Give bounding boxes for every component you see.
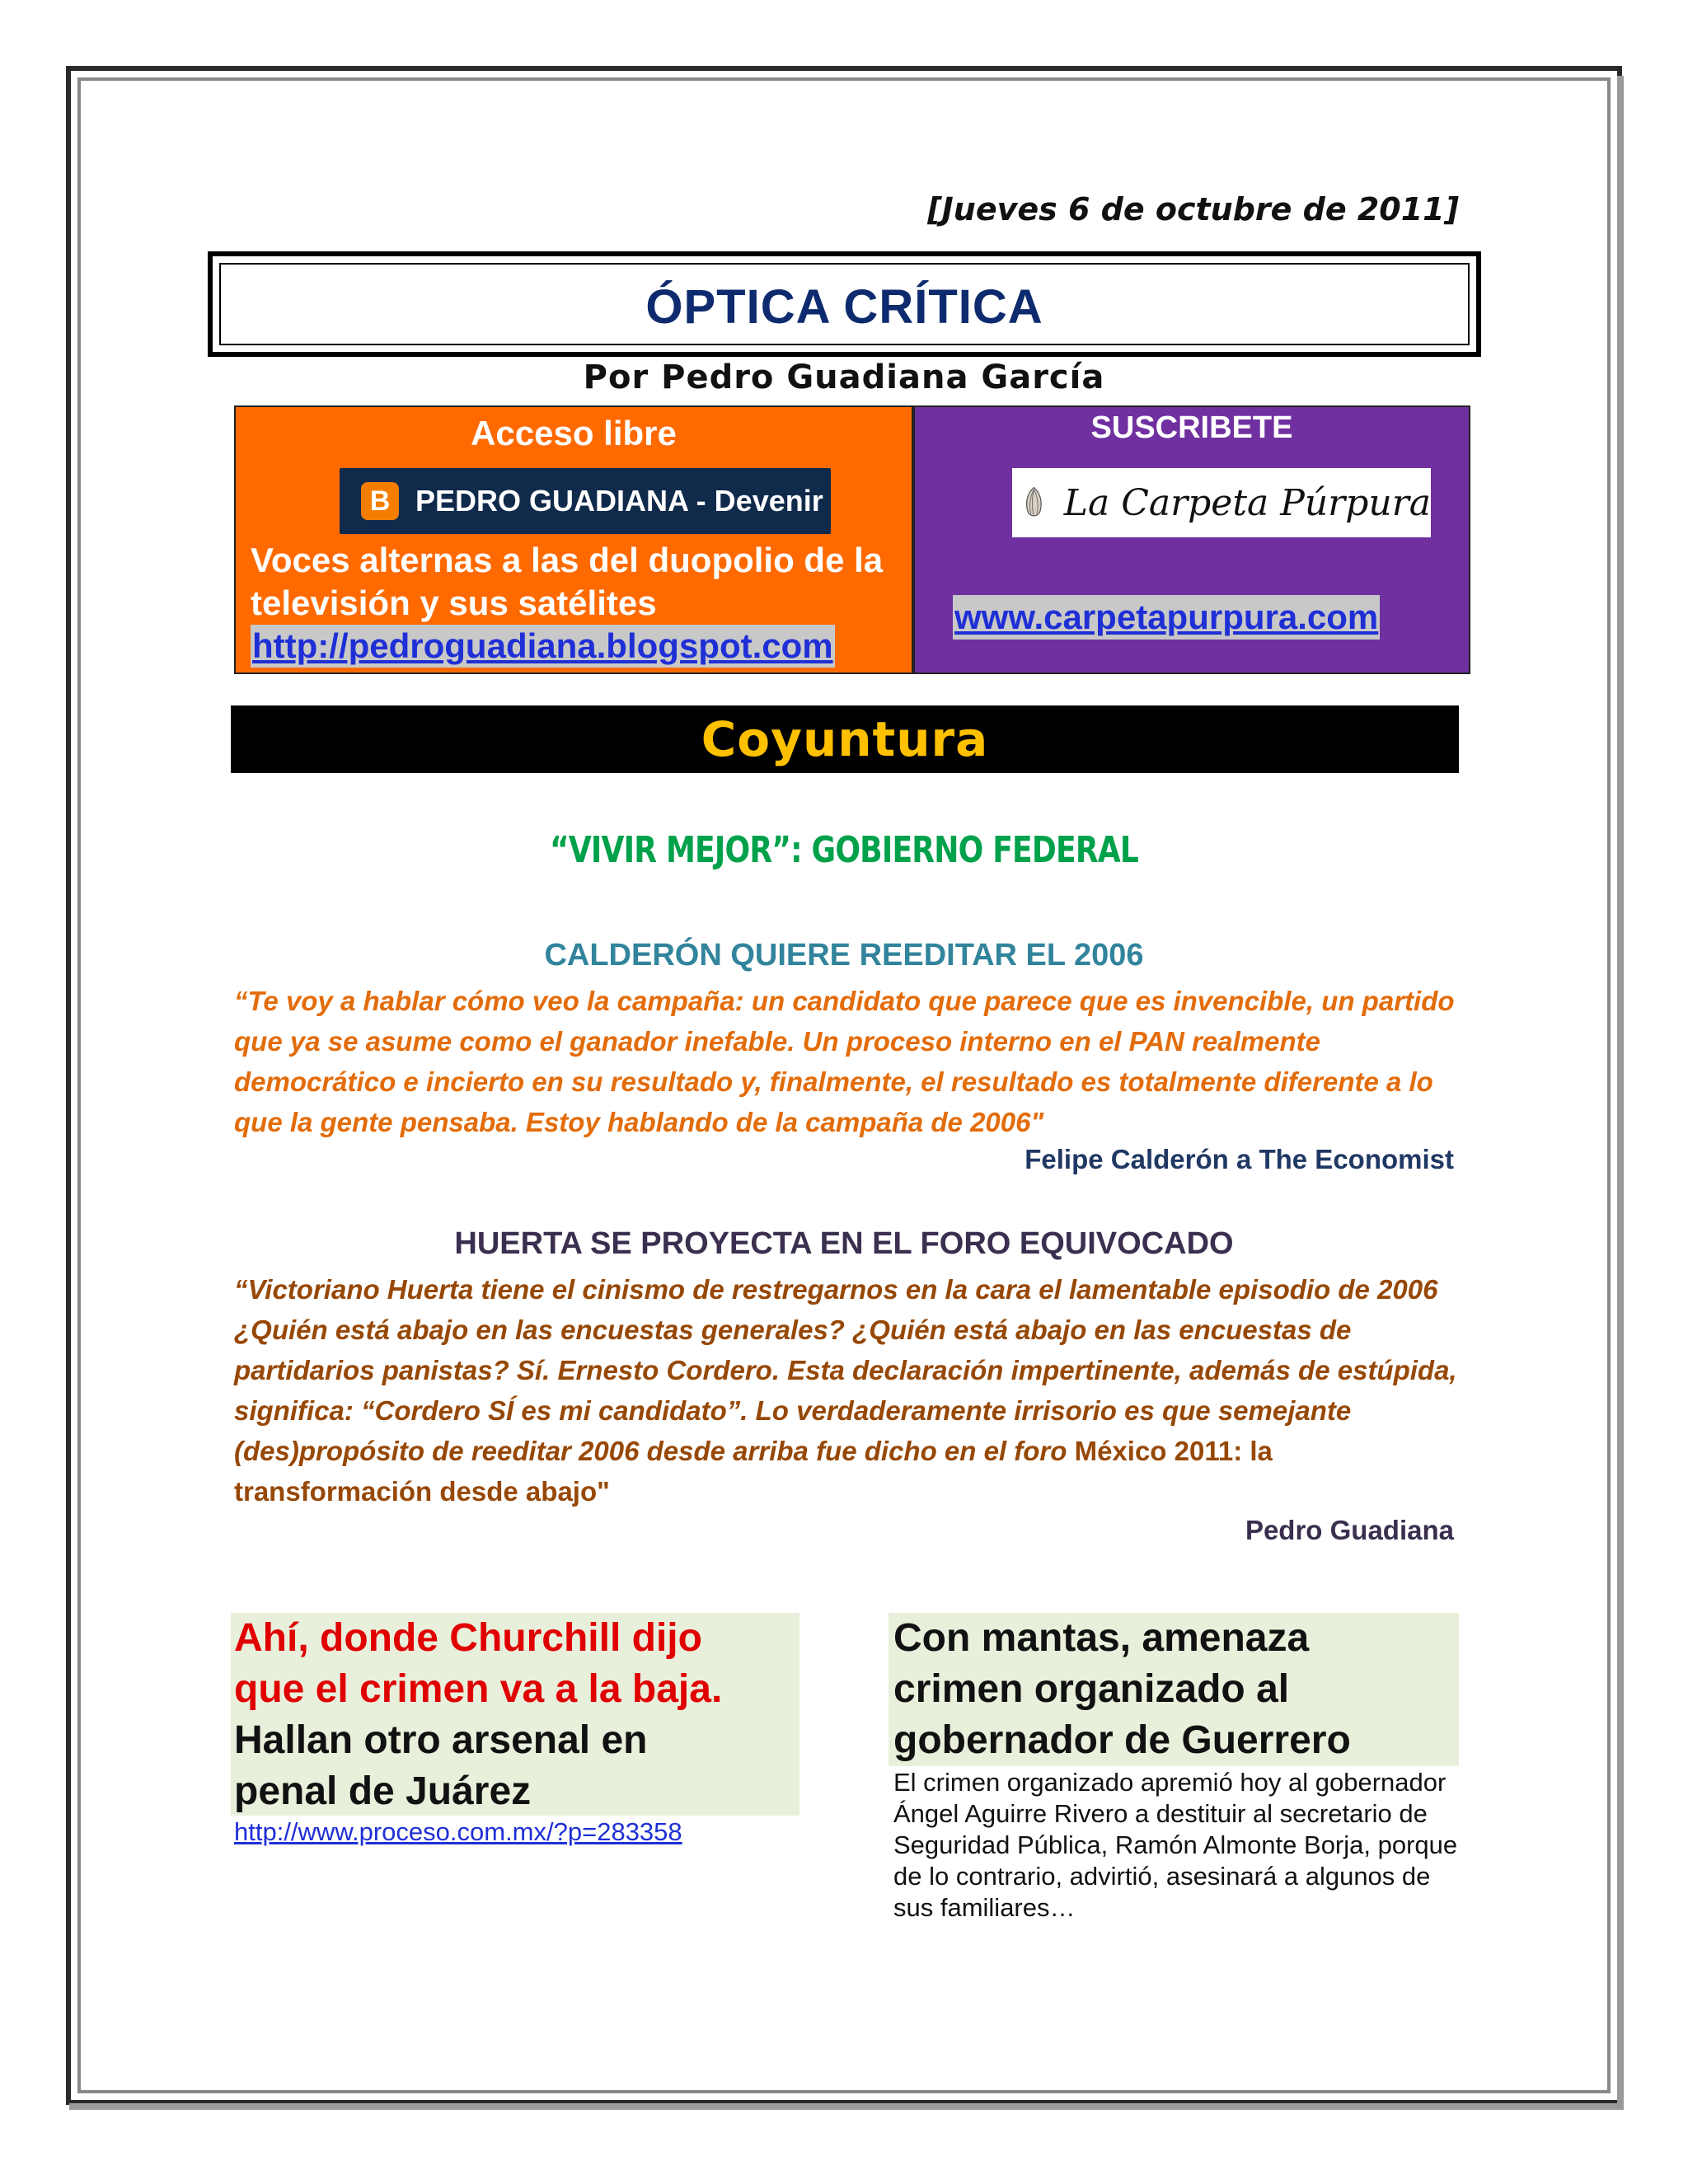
section-bar [231,705,1459,773]
page-border-shadow-bottom [69,2103,1624,2110]
article2-quote [234,1269,1470,1511]
blogger-icon: B [361,482,399,520]
article2-quote-forum: México 2011: la transformación desde abajo" [234,1436,1273,1507]
article1-attribution: Felipe Calderón a The Economist [1025,1144,1454,1174]
news-left-headline-red-2: que el crimen va a la baja. [234,1667,723,1711]
article2-attribution: Pedro Guadiana [1245,1515,1454,1545]
carpeta-link[interactable]: www.carpetapurpura.com [953,595,1380,640]
news-right-headline-1: Con mantas, amenaza [893,1616,1310,1660]
news-left-headline-red-1: Ahí, donde Churchill dijo [234,1616,702,1660]
article2-quote-italic: “Victoriano Huerta tiene el cinismo de restregarnos en la cara el lamentable episodio de 2006 ¿Quién está abajo en las encuestas generales? ¿Quién está abajo en las encuestas de partidarios panistas? Sí. Ernesto Cordero. Esta declaración impertinente, además de estúpida, significa: “Cordero SÍ es mi candidato”. Lo verdaderamente irrisorio es que semejante (des)propósito de reeditar 2006 desde arriba fue dicho en el foro [234,1274,1457,1466]
article1-heading: CALDERÓN QUIERE REEDITAR EL 2006 [544,938,1144,972]
news-left-link[interactable]: http://www.proceso.com.mx/?p=283358 [234,1817,682,1846]
free-access-heading: Acceso libre [471,414,677,452]
masthead-title: ÓPTICA CRÍTICA [645,279,1043,334]
news-right-body: El crimen organizado apremió hoy al gobernador Ángel Aguirre Rivero a destituir al secretario de Seguridad Pública, Ramón Almonte Borja, porque de lo contrario, advirtió, asesinará a algunos de sus familiares… [893,1768,1458,1922]
article2-heading: HUERTA SE PROYECTA EN EL FORO EQUIVOCADO [454,1226,1234,1261]
news-right-headline-3: gobernador de Guerrero [893,1718,1351,1762]
author-byline: Por Pedro Guadiana García [583,359,1105,396]
masthead-box [208,251,1481,357]
news-item-left [231,1613,799,1816]
section-title: Coyuntura [701,711,989,767]
article1-quote: “Te voy a hablar cómo veo la campaña: un candidato que parece que es invencible, un partido que ya se asume como el ganador inefable. Un proceso interno en el PAN realmente democrático e incierto en su resultado y, finalmente, el resultado es totalmente diferente a lo que la gente pensaba. Estoy hablando de la campaña de 2006" [234,986,1455,1137]
blogger-badge-label: PEDRO GUADIANA - Devenir [415,484,823,518]
masthead-inner-border [219,263,1470,345]
news-left-headline-2: penal de Juárez [234,1769,532,1813]
carpeta-purpura-logo[interactable] [1012,468,1431,537]
free-access-panel [234,405,913,674]
subscribe-panel [913,405,1470,674]
news-item-right [889,1613,1459,1766]
blog-link[interactable]: http://pedroguadiana.blogspot.com [251,625,835,668]
section-subtitle: “VIVIR MEJOR”: GOBIERNO FEDERAL [549,829,1139,871]
blogger-badge[interactable] [340,468,831,534]
blog-description: Voces alternas a las del duopolio de la televisión y sus satélites [251,541,884,622]
news-left-headline-1: Hallan otro arsenal en [234,1718,648,1762]
carpeta-logo-text: La Carpeta Púrpura [1063,481,1431,524]
subscribe-heading: SUSCRIBETE [1090,410,1293,445]
news-right-headline-2: crimen organizado al [893,1667,1290,1711]
issue-date: [Jueves 6 de octubre de 2011] [927,191,1459,227]
seashell-icon [1022,476,1046,530]
